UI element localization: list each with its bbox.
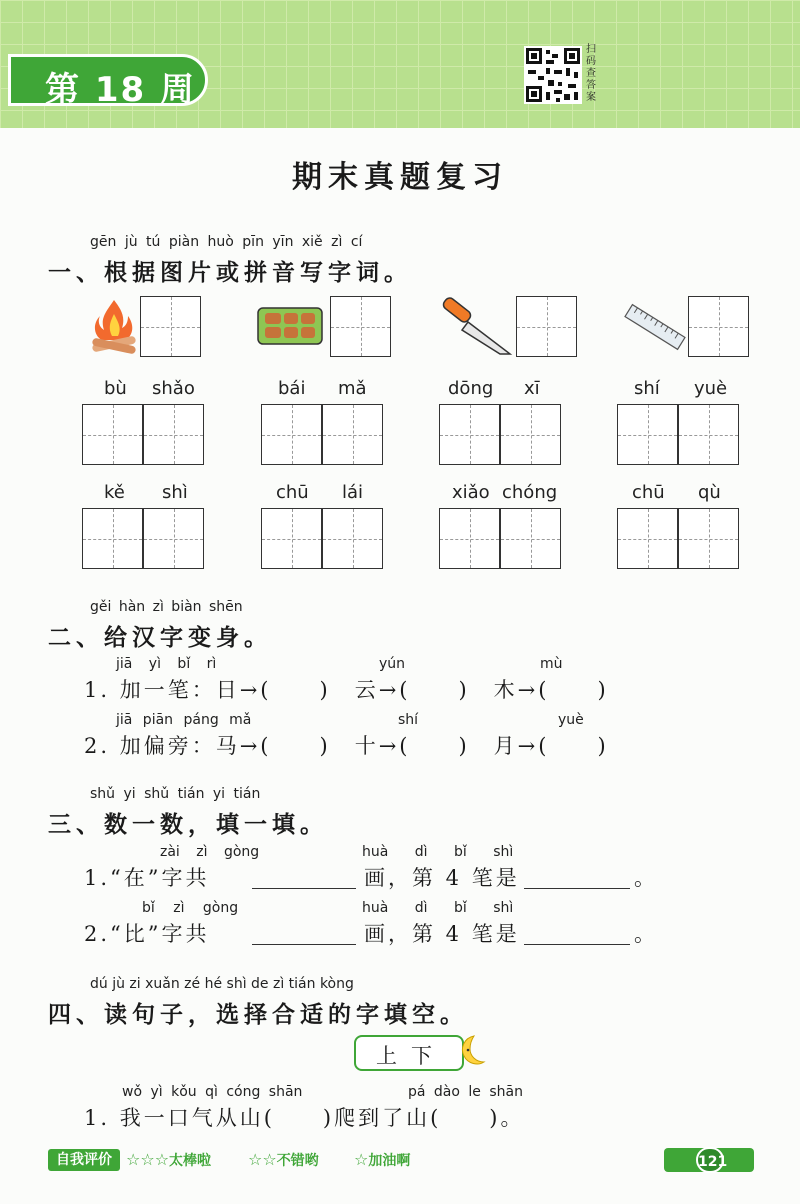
section4-q1: 1. 我一口气从山( )爬到了山( )。	[84, 1106, 525, 1130]
fill-blank[interactable]	[252, 944, 356, 945]
pinyin-label: yuè	[694, 378, 728, 399]
pinyin-label: wǒ yì kǒu qì cóng shān	[122, 1084, 303, 1100]
pinyin-label: qù	[698, 482, 721, 503]
section3-q2-left: 2.“比”字共	[84, 922, 210, 946]
section1-pinyin: gēn jù tú piàn huò pīn yīn xiě zì cí	[90, 234, 363, 250]
pinyin-label: chū	[632, 482, 665, 503]
page-number: 121	[696, 1147, 724, 1173]
answer-box[interactable]	[322, 508, 383, 569]
eval-level-2-label: 不错哟	[276, 1153, 319, 1169]
fill-blank[interactable]	[524, 888, 630, 889]
section2-pinyin: gěi hàn zì biàn shēn	[90, 599, 243, 615]
answer-box[interactable]	[678, 508, 739, 569]
pinyin-label: bái	[278, 378, 306, 399]
answer-box[interactable]	[617, 404, 678, 465]
pinyin-label: kě	[104, 482, 125, 503]
pinyin-label: pá dào le shān	[408, 1084, 523, 1100]
section1-heading: 一、根据图片或拼音写字词。	[48, 260, 412, 286]
pinyin-label: jiā yì bǐ rì	[116, 656, 217, 672]
section3-q2-mid: 画，第 4 笔是	[364, 922, 520, 946]
pinyin-label: shì	[162, 482, 188, 503]
section2-q1: 1. 加一笔：日→( ) 云→( ) 木→( )	[84, 678, 609, 702]
answer-box[interactable]	[500, 404, 561, 465]
pinyin-label: yún	[379, 656, 406, 672]
ruler-icon	[624, 300, 686, 354]
self-eval-label: 自我评价	[48, 1149, 120, 1171]
pinyin-label: bǐ zì gòng	[142, 900, 239, 916]
answer-box[interactable]	[82, 404, 143, 465]
eval-level-2[interactable]	[248, 1150, 319, 1170]
pinyin-label: mǎ	[338, 378, 367, 399]
section4-pinyin: dú jù zi xuǎn zé hé shì de zì tián kòng	[90, 976, 354, 992]
pinyin-label: lái	[342, 482, 364, 503]
pinyin-label: huà dì bǐ shì	[362, 844, 514, 860]
section3-q1-end: 。	[634, 866, 658, 890]
answer-box[interactable]	[439, 404, 500, 465]
answer-box[interactable]	[500, 508, 561, 569]
answer-box[interactable]	[261, 404, 322, 465]
section2-q2: 2. 加偏旁：马→( ) 十→( ) 月→( )	[84, 734, 609, 758]
eval-level-1[interactable]	[126, 1150, 211, 1170]
pinyin-label: xī	[524, 378, 540, 399]
pinyin-label: shí	[398, 712, 419, 728]
page-title: 期末真题复习	[292, 160, 508, 195]
pinyin-label: xiǎo	[452, 482, 490, 503]
fill-blank[interactable]	[252, 888, 356, 889]
eval-level-3[interactable]	[354, 1150, 410, 1170]
tray-icon	[256, 304, 324, 348]
section3-pinyin: shǔ yi shǔ tián yi tián	[90, 786, 261, 802]
answer-box[interactable]	[140, 296, 201, 357]
answer-box[interactable]	[516, 296, 577, 357]
section3-q1-mid: 画，第 4 笔是	[364, 866, 520, 890]
campfire-icon	[86, 296, 142, 358]
section2-heading: 二、给汉字变身。	[48, 625, 272, 651]
section3-q1-left: 1.“在”字共	[84, 866, 210, 890]
pinyin-label: mù	[540, 656, 563, 672]
pinyin-label: shí	[634, 378, 660, 399]
answer-box[interactable]	[82, 508, 143, 569]
answer-box[interactable]	[678, 404, 739, 465]
section4-heading: 四、读句子，选择合适的字填空。	[48, 1002, 468, 1028]
pinyin-label: shǎo	[152, 378, 195, 399]
answer-box[interactable]	[330, 296, 391, 357]
pinyin-label: jiā piān páng mǎ	[116, 712, 252, 728]
qr-code-icon[interactable]	[524, 46, 582, 104]
pinyin-label: huà dì bǐ shì	[362, 900, 514, 916]
pinyin-label: chóng	[502, 482, 558, 503]
pinyin-label: zài zì gòng	[160, 844, 260, 860]
answer-box[interactable]	[143, 508, 204, 569]
answer-box[interactable]	[143, 404, 204, 465]
pinyin-label: dōng	[448, 378, 494, 399]
moon-icon	[456, 1034, 486, 1068]
week-label: 第 18 周	[45, 70, 196, 110]
pinyin-label: bù	[104, 378, 127, 399]
star-icon: ☆☆☆	[126, 1150, 170, 1169]
word-options: 上下	[376, 1044, 446, 1068]
answer-box[interactable]	[261, 508, 322, 569]
fill-blank[interactable]	[524, 944, 630, 945]
star-icon: ☆	[354, 1150, 369, 1169]
knife-icon	[440, 296, 514, 358]
pinyin-label: chū	[276, 482, 309, 503]
pinyin-label: yuè	[558, 712, 584, 728]
answer-box[interactable]	[322, 404, 383, 465]
eval-level-3-label: 加油啊	[368, 1153, 411, 1169]
star-icon: ☆☆	[248, 1150, 277, 1169]
answer-box[interactable]	[688, 296, 749, 357]
section3-heading: 三、数一数，填一填。	[48, 812, 328, 838]
eval-level-1-label: 太棒啦	[169, 1153, 212, 1169]
qr-caption: 扫码查答案	[586, 44, 596, 103]
answer-box[interactable]	[617, 508, 678, 569]
section3-q2-end: 。	[634, 922, 658, 946]
answer-box[interactable]	[439, 508, 500, 569]
